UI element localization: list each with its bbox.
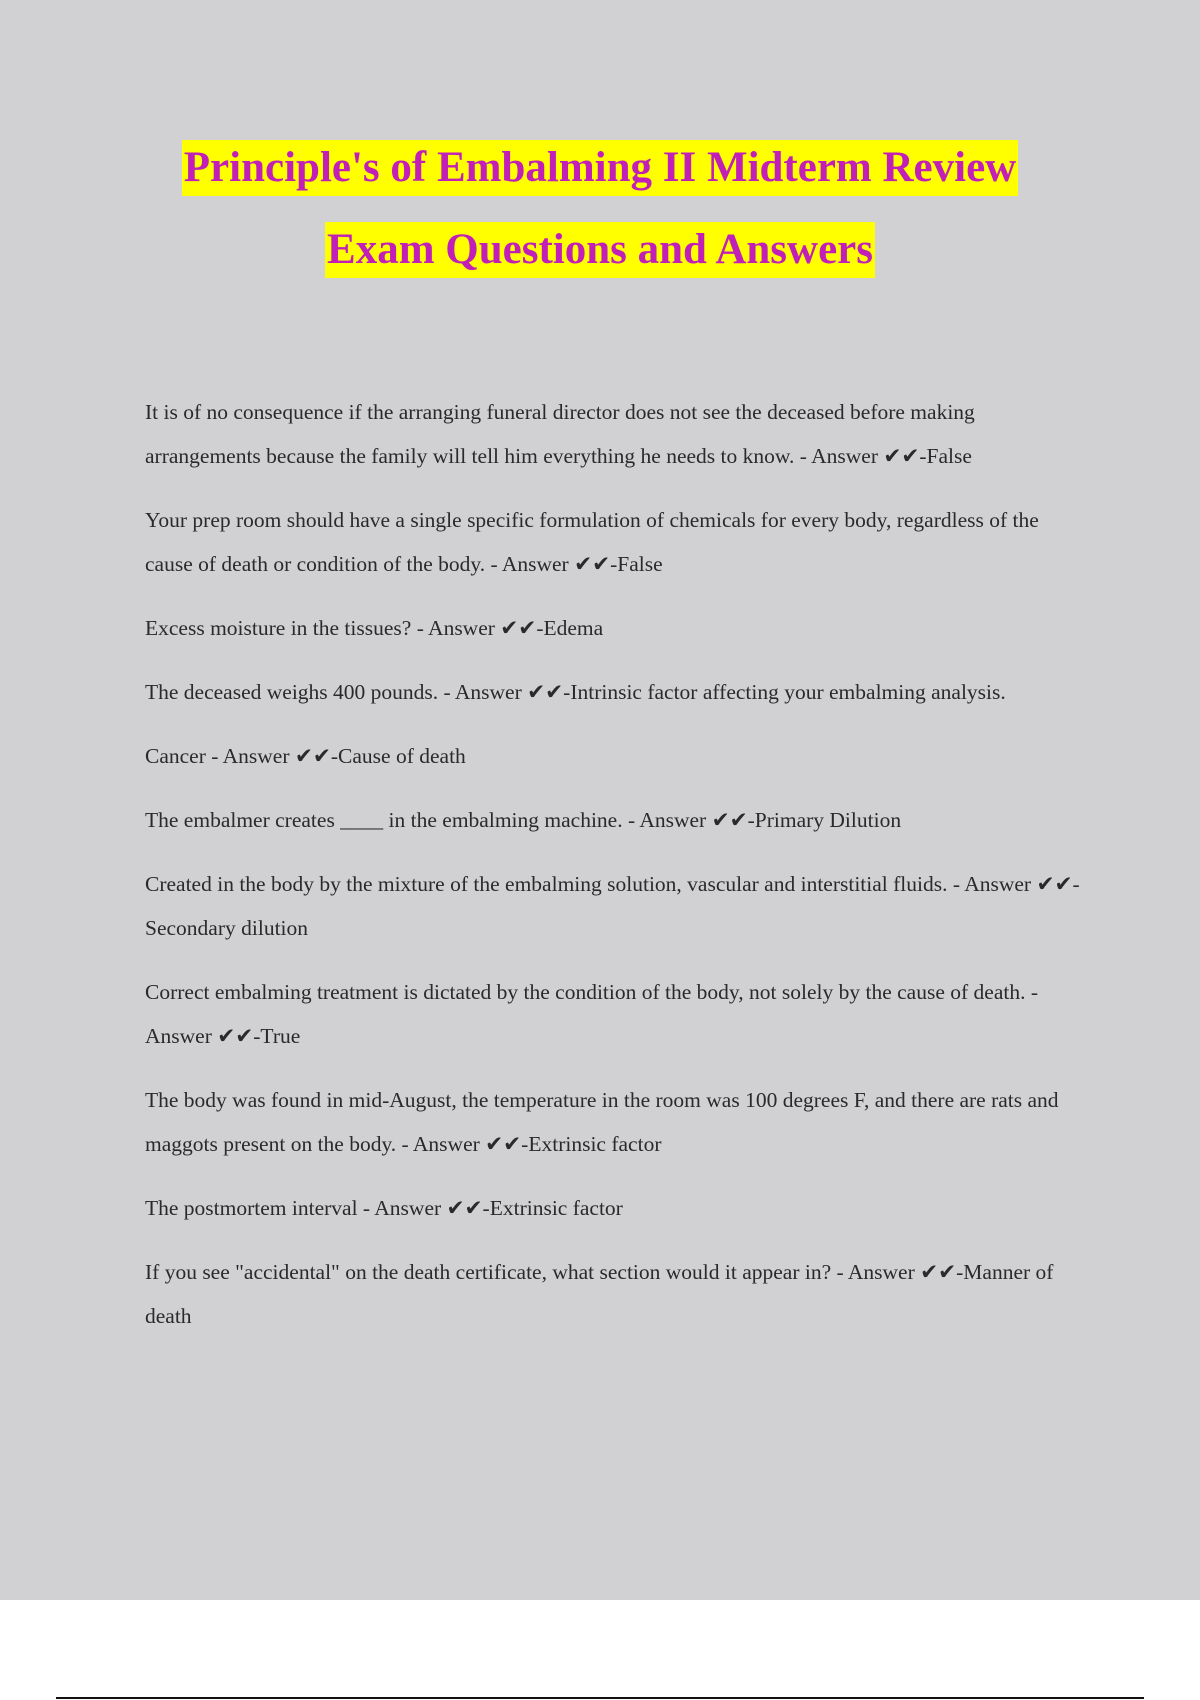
qa-item: The embalmer creates ____ in the embalming machine. - Answer ✔✔-Primary Dilution xyxy=(145,808,902,832)
qa-item: Cancer - Answer ✔✔-Cause of death xyxy=(145,744,466,768)
qa-item: Created in the body by the mixture of the embalming solution, vascular and interstitial fluids. - Answer ✔✔-Secondary dilution xyxy=(145,872,1080,940)
qa-item: Excess moisture in the tissues? - Answer ✔✔-Edema xyxy=(145,616,604,640)
qa-item: Your prep room should have a single specific formulation of chemicals for every body, regardless of the cause of death or condition of the body. - Answer ✔✔-False xyxy=(145,508,1039,576)
qa-item: If you see "accidental" on the death certificate, what section would it appear in? - Answer ✔✔-Manner of death xyxy=(145,1260,1054,1328)
footer-divider xyxy=(56,1697,1144,1699)
qa-item: The body was found in mid-August, the temperature in the room was 100 degrees F, and there are rats and maggots present on the body. - Answer ✔✔-Extrinsic factor xyxy=(145,1088,1059,1156)
qa-item: It is of no consequence if the arranging funeral director does not see the deceased before making arrangements because the family will tell him everything he needs to know. - Answer ✔✔-False xyxy=(145,400,975,468)
qa-item: The postmortem interval - Answer ✔✔-Extrinsic factor xyxy=(145,1196,623,1220)
qa-item: Correct embalming treatment is dictated by the condition of the body, not solely by the cause of death. - Answer ✔✔-True xyxy=(145,980,1038,1048)
title-line-1: Principle's of Embalming II Midterm Review xyxy=(182,140,1018,196)
title-line-2: Exam Questions and Answers xyxy=(325,222,875,278)
qa-list xyxy=(145,390,1090,1358)
qa-item: The deceased weighs 400 pounds. - Answer ✔✔-Intrinsic factor affecting your embalming analysis. xyxy=(145,680,1006,704)
document-title xyxy=(0,140,1200,304)
